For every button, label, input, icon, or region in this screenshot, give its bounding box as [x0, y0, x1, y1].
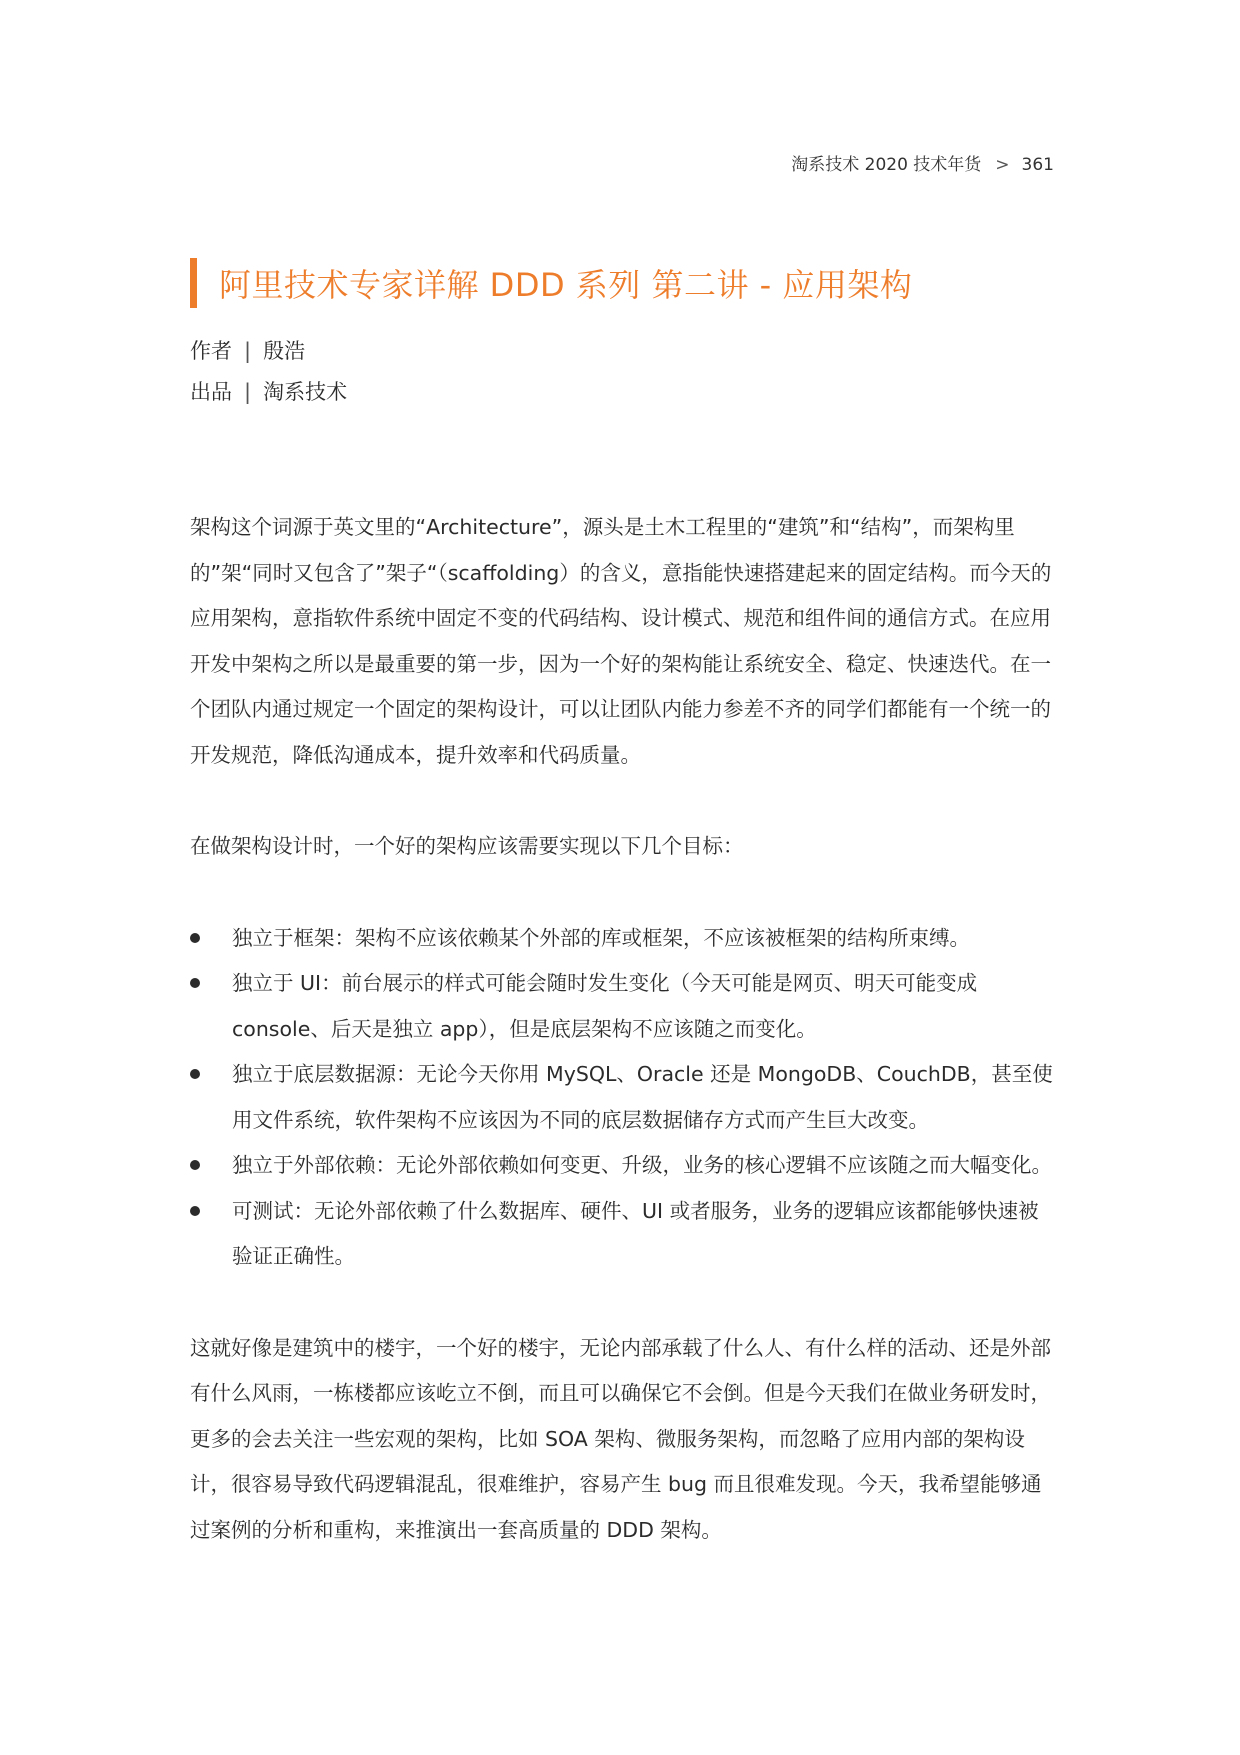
intro-paragraph: 架构这个词源于英文里的“Architecture”，源头是土木工程里的“建筑”和“结构”，而架构里的”架“同时又包含了”架子“（scaffolding）的含义，意指能快速搭建起来的固定结构。而今天的应用架构，意指软件系统中固定不变的代码结构、设计模式、规范和组件间的通信方式。在应用开发中架构之所以是最重要的第一步，因为一个好的架构能让系统安全、稳定、快速迭代。在一个团队内通过规定一个固定的架构设计，可以让团队内能力参差不齐的同学们都能有一个统一的开发规范，降低沟通成本，提升效率和代码质量。: [190, 515, 1052, 767]
list-item-text: 独立于框架：架构不应该依赖某个外部的库或框架，不应该被框架的结构所束缚。: [232, 925, 970, 950]
author-name: 殷浩: [263, 339, 306, 363]
bullet-icon: [190, 1160, 200, 1170]
author-separator: |: [244, 339, 252, 363]
paragraph-gap: [190, 1280, 1054, 1326]
bullet-icon: [190, 978, 200, 988]
header-separator: >: [995, 155, 1010, 175]
bullet-icon: [190, 1069, 200, 1079]
book-title: 淘系技术 2020 技术年货: [791, 155, 982, 175]
publisher-label: 出品: [190, 380, 232, 404]
publisher-name: 淘系技术: [263, 380, 348, 404]
publisher-separator: |: [244, 380, 252, 404]
title-accent-bar: [190, 258, 197, 308]
author-label: 作者: [190, 339, 232, 363]
article-title: 阿里技术专家详解 DDD 系列 第二讲 - 应用架构: [219, 266, 913, 304]
list-item: [190, 1143, 1054, 1189]
publisher-line: [190, 376, 347, 406]
article-body: [190, 505, 1054, 1553]
list-item-text: 可测试：无论外部依赖了什么数据库、硬件、UI 或者服务，业务的逻辑应该都能够快速被验证正确性。: [232, 1198, 1039, 1268]
goals-list: [190, 916, 1054, 1280]
list-item: [190, 916, 1054, 962]
goals-intro-paragraph: 在做架构设计时，一个好的架构应该需要实现以下几个目标：: [190, 834, 744, 858]
list-item-text: 独立于底层数据源：无论今天你用 MySQL、Oracle 还是 MongoDB、CouchDB，甚至使用文件系统，软件架构不应该因为不同的底层数据储存方式而产生巨大改变。: [232, 1062, 1053, 1132]
bullet-icon: [190, 933, 200, 943]
page-number: 361: [1021, 155, 1054, 175]
paragraph-gap: [190, 778, 1054, 824]
bullet-icon: [190, 1206, 200, 1216]
list-item: [190, 1189, 1054, 1280]
list-item: [190, 1052, 1054, 1143]
list-item-text: 独立于外部依赖：无论外部依赖如何变更、升级，业务的核心逻辑不应该随之而大幅变化。: [232, 1153, 1052, 1177]
author-line: [190, 335, 305, 365]
running-header: [791, 150, 1054, 175]
list-item: [190, 961, 1054, 1052]
list-item-text: 独立于 UI：前台展示的样式可能会随时发生变化（今天可能是网页、明天可能变成 console、后天是独立 app），但是底层架构不应该随之而变化。: [232, 971, 978, 1041]
article-title-block: [190, 258, 912, 308]
paragraph-gap: [190, 870, 1054, 916]
conclusion-paragraph: 这就好像是建筑中的楼宇，一个好的楼宇，无论内部承载了什么人、有什么样的活动、还是外部有什么风雨，一栋楼都应该屹立不倒，而且可以确保它不会倒。但是今天我们在做业务研发时，更多的会去关注一些宏观的架构，比如 SOA 架构、微服务架构，而忽略了应用内部的架构设计，很容易导致代码逻辑混乱，很难维护，容易产生 bug 而且很难发现。今天，我希望能够通过案例的分析和重构，来推演出一套高质量的 DDD 架构。: [190, 1335, 1051, 1542]
